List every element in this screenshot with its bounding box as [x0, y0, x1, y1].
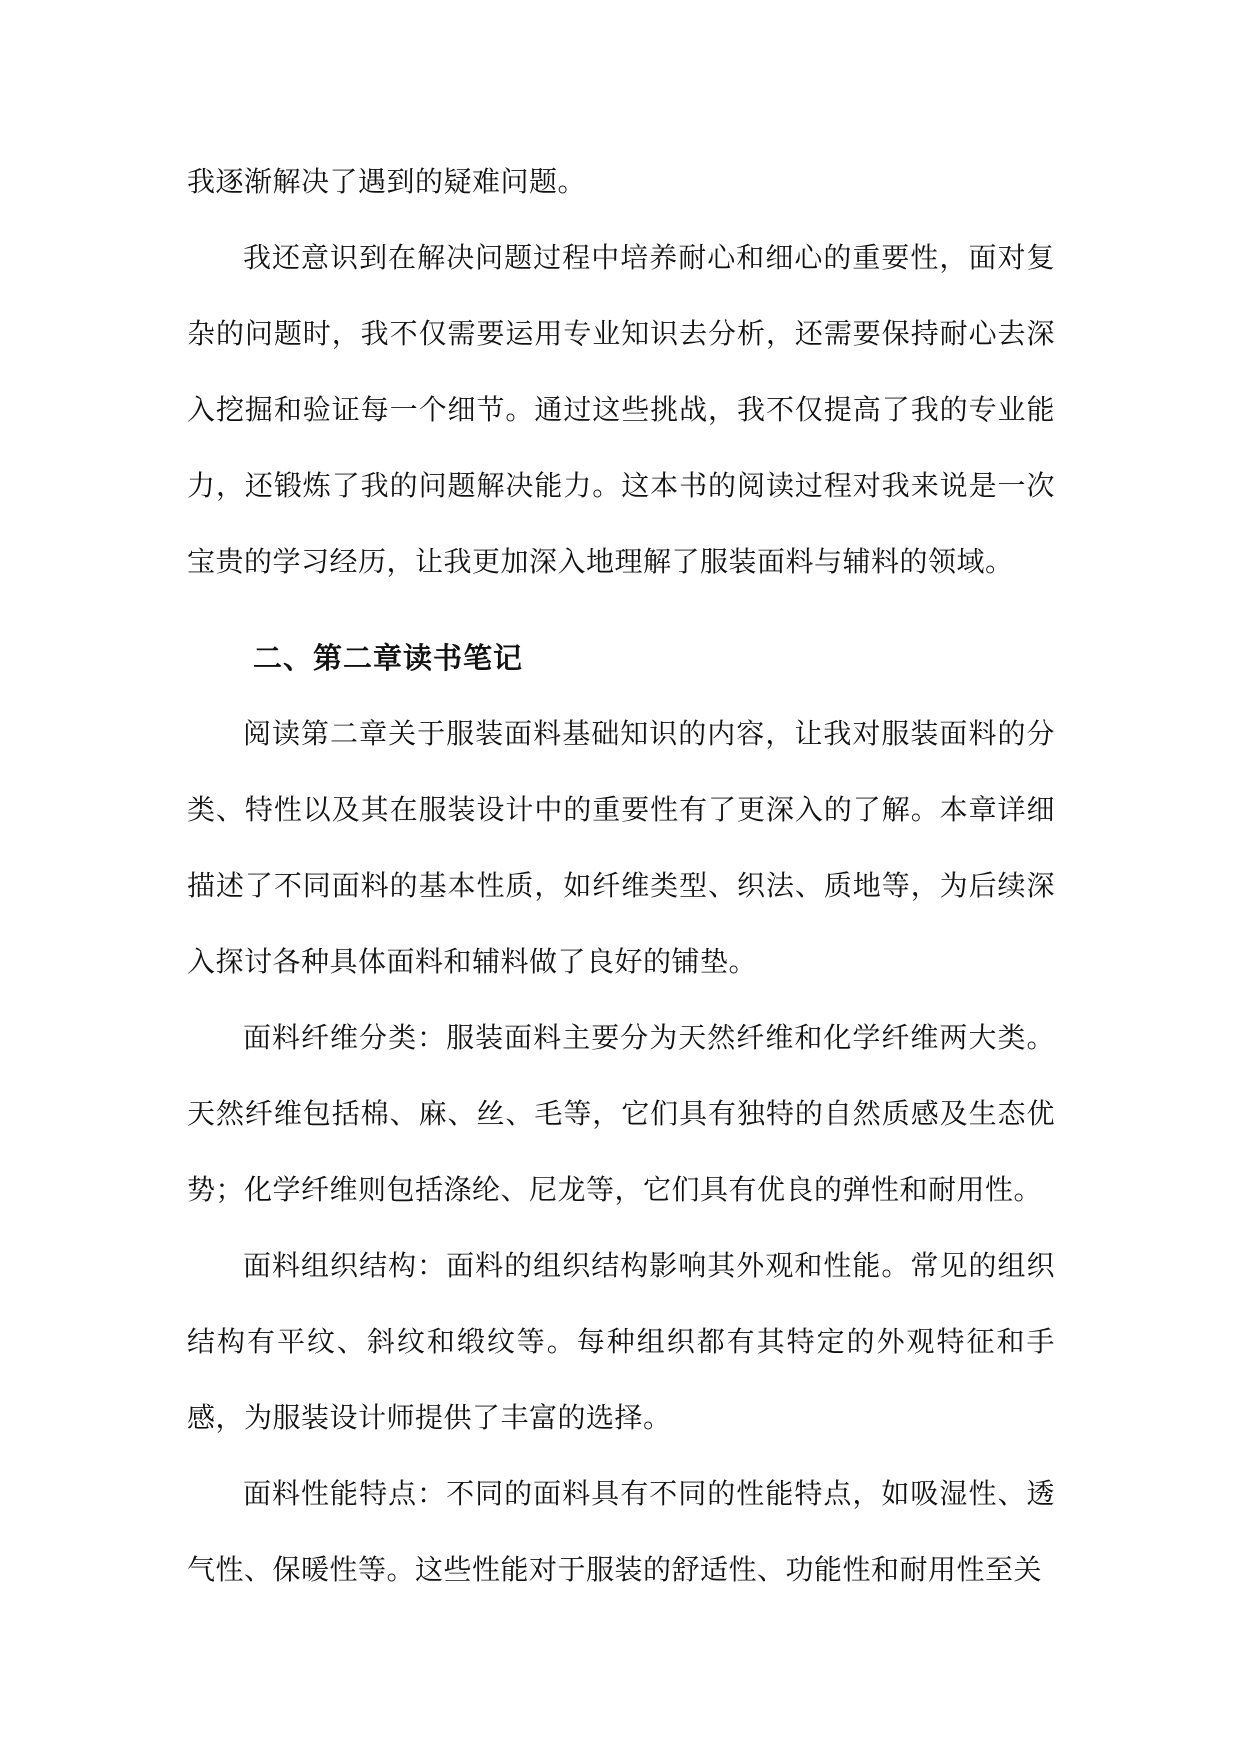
paragraph-patience-reflection: 我还意识到在解决问题过程中培养耐心和细心的重要性，面对复杂的问题时，我不仅需要运用专业知识去分析，还需要保持耐心去深入挖掘和验证每一个细节。通过这些挑战，我不仅提高了我的专业能力，还锻炼了我的问题解决能力。这本书的阅读过程对我来说是一次宝贵的学习经历，让我更加深入地理解了服装面料与辅料的领域。: [187, 241, 1055, 578]
paragraph-performance-features: 面料性能特点：不同的面料具有不同的性能特点，如吸湿性、透气性、保暖性等。这些性能对于服装的舒适性、功能性和耐用性至关: [187, 1477, 1055, 1586]
paragraph-fiber-classification: 面料纤维分类：服装面料主要分为天然纤维和化学纤维两大类。天然纤维包括棉、麻、丝、毛等，它们具有独特的自然质感及生态优势；化学纤维则包括涤纶、尼龙等，它们具有优良的弹性和耐用性。: [187, 1021, 1055, 1206]
paragraph-continuation: 我逐渐解决了遇到的疑难问题。: [187, 165, 587, 198]
section-heading: 二、第二章读书笔记: [253, 641, 524, 675]
paragraph-weave-structure: 面料组织结构：面料的组织结构影响其外观和性能。常见的组织结构有平纹、斜纹和缎纹等。每种组织都有其特定的外观特征和手感，为服装设计师提供了丰富的选择。: [187, 1249, 1055, 1434]
paragraph-chapter-intro: 阅读第二章关于服装面料基础知识的内容，让我对服装面料的分类、特性以及其在服装设计中的重要性有了更深入的了解。本章详细描述了不同面料的基本性质，如纤维类型、织法、质地等，为后续深入探讨各种具体面料和辅料做了良好的铺垫。: [187, 717, 1055, 978]
document-body: [187, 144, 1055, 1608]
